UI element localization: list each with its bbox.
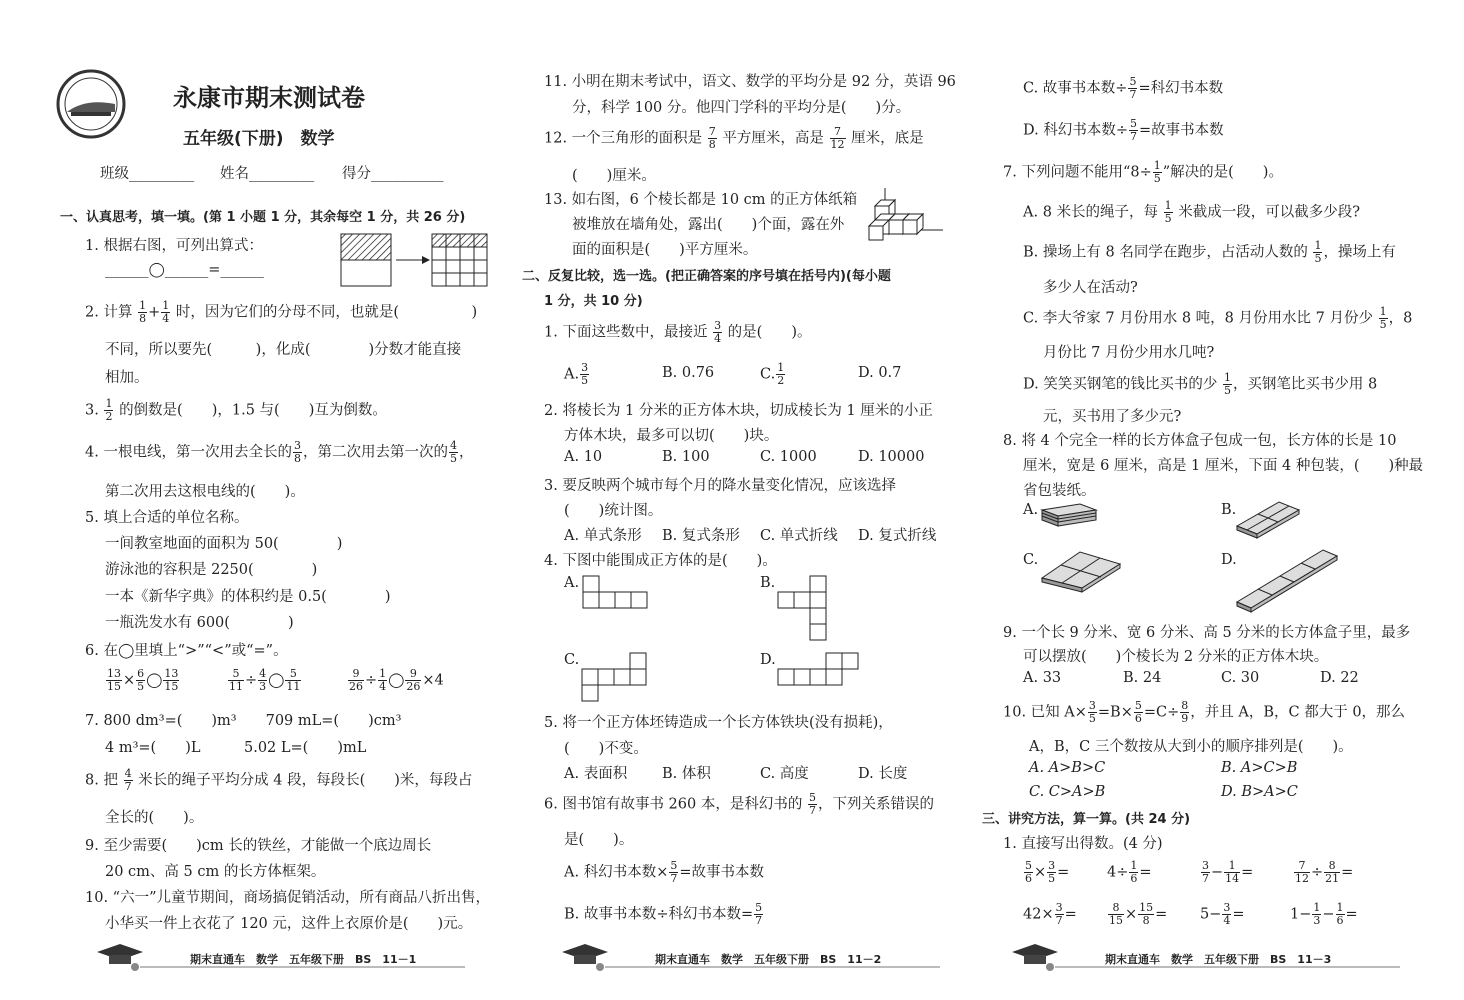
q11-line1: 11. 小明在期末考试中，语文、数学的平均分是 92 分，英语 96 [544,74,956,90]
q5-a: 一间教室地面的面积为 50( ) [105,536,343,552]
exam-subtitle: 五年级(下册) 数学 [183,129,335,149]
p7-option-b-line1[interactable]: B. 操场上有 8 名同学在跑步，占活动人数的 $\frac{1}{5}$ ，操场上有 [1023,239,1396,265]
p9-option-b[interactable]: B. 24 [1123,670,1162,686]
p8-line1: 8. 将 4 个完全一样的长方体盒子包成一包，长方体的长是 10 [1003,433,1397,449]
p2-line2: 方体木块，最多可以切( )块。 [564,428,779,444]
q4-line1: 4. 一根电线，第一次用去全长的 $\frac{3}{8}$ ，第二次用去第一次的 $\frac{4}{5}$ ， [85,439,474,465]
p6-option-d[interactable]: D. 科幻书本数÷ $\frac{5}{7}$ =故事书本数 [1023,117,1224,143]
p2-option-a[interactable]: A. 10 [564,449,603,465]
p4-label-b[interactable]: B. [760,575,776,591]
p9-option-d[interactable]: D. 22 [1320,670,1359,686]
calc-2[interactable]: 4÷ $\frac{1}{6}$ = [1107,859,1152,885]
p10-option-c[interactable]: C. C>A>B [1029,784,1106,800]
graduation-cap-icon [95,942,145,972]
p9-option-a[interactable]: A. 33 [1023,670,1062,686]
p4-label-c[interactable]: C. [564,652,580,668]
section-2-title-line2: 1 分，共 10 分) [544,294,643,309]
calc-1[interactable]: $\frac{5}{6}$ × $\frac{3}{5}$ = [1025,859,1070,885]
q13-line3: 面的面积是( )平方厘米。 [572,242,758,258]
calc-7[interactable]: 5− $\frac{3}{4}$ = [1200,901,1245,927]
footer-3-text: 期末直通车 数学 五年级下册 BS 11－3 [1105,953,1332,966]
exam-title: 永康市期末测试卷 [173,84,365,112]
q5-text: 5. 填上合适的单位名称。 [85,510,249,526]
p4-net-b [776,575,836,643]
p7-option-c-line1[interactable]: C. 李大爷家 7 月份用水 8 吨，8 月份用水比 7 月份少 $\frac{1}{5}$ ，8 [1023,305,1413,331]
q9-line2: 20 cm、高 5 cm 的长方体框架。 [105,864,326,880]
p10-option-a[interactable]: A. A>B>C [1029,760,1106,776]
q13-line2: 被堆放在墙角处，露出( )个面，露在外 [572,217,845,233]
p7-option-d-line2: 元，买书用了多少元? [1043,409,1182,425]
section-1-title: 一、认真思考，填一填。(第 1 小题 1 分，其余每空 1 分，共 26 分) [60,210,466,225]
exam-stamp-logo [55,68,127,140]
calc-3[interactable]: $\frac{3}{7}$ − $\frac{1}{14}$ = [1202,859,1254,885]
graduation-cap-icon [1010,942,1060,972]
q13-cubes-figure [865,186,945,250]
q5-b: 游泳池的容积是 2250( ) [105,562,318,578]
p8-package-b [1235,500,1305,540]
p3-option-a[interactable]: A. 单式条形 [564,528,642,544]
c1-question: 1. 直接写出得数。(4 分) [1003,836,1163,852]
calc-8[interactable]: 1− $\frac{1}{3}$ − $\frac{1}{6}$ = [1290,901,1358,927]
p6-line2: 是( )。 [564,832,634,848]
p6-line1: 6. 图书馆有故事书 260 本，是科幻书的 $\frac{5}{7}$ ，下列关系错误的 [544,791,934,817]
p8-label-b[interactable]: B. [1221,502,1237,518]
p8-package-a [1040,500,1100,530]
p4-net-a [582,575,662,611]
q6-text: 6. 在◯里填上“>”“<”或“=”。 [85,643,288,659]
p5-option-b[interactable]: B. 体积 [662,766,711,782]
q5-d: 一瓶洗发水有 600( ) [105,615,294,631]
score-field[interactable]: 得分__________ [342,166,444,182]
class-field[interactable]: 班级_________ [100,166,195,182]
q11-line2: 分，科学 100 分。他四门学科的平均分是( )分。 [572,100,911,116]
page-column-1 [55,0,495,1000]
p8-label-c[interactable]: C. [1023,552,1039,568]
p9-line2: 可以摆放( )个棱长为 2 分米的正方体木块。 [1023,649,1329,665]
p7-question: 7. 下列问题不能用“8÷ $\frac{1}{5}$ ”解决的是( )。 [1003,159,1283,185]
q13-line1: 13. 如右图，6 个棱长都是 10 cm 的正方体纸箱 [544,192,858,208]
q10-line2: 小华买一件上衣花了 120 元，这件上衣原价是( )元。 [105,916,473,932]
p1-option-b[interactable]: B. 0.76 [662,365,715,381]
p5-line2: ( )不变。 [564,741,648,757]
q8-line1: 8. 把 $\frac{4}{7}$ 米长的绳子平均分成 4 段，每段长( )米，每段占 [85,767,473,793]
p3-option-d[interactable]: D. 复式折线 [858,528,937,544]
q9-line1: 9. 至少需要( )cm 长的铁丝，才能做一个底边周长 [85,838,432,854]
q1-blanks[interactable]: ______◯______=______ [105,262,264,278]
p4-question: 4. 下图中能围成正方体的是( )。 [544,553,777,569]
p8-line2: 厘米，宽是 6 厘米，高是 1 厘米，下面 4 种包装，( )种最 [1023,458,1424,474]
p3-option-c[interactable]: C. 单式折线 [760,528,838,544]
p8-package-d [1235,548,1345,614]
p3-option-b[interactable]: B. 复式条形 [662,528,740,544]
footer-1 [95,948,465,972]
p4-label-a[interactable]: A. [564,575,580,591]
p2-option-b[interactable]: B. 100 [662,449,710,465]
footer-2-text: 期末直通车 数学 五年级下册 BS 11－2 [655,953,882,966]
p8-label-a[interactable]: A. [1023,502,1039,518]
p6-option-a[interactable]: A. 科幻书本数× $\frac{5}{7}$ =故事书本数 [564,859,764,885]
p1-option-a[interactable]: A. $\frac{3}{5}$ [564,361,589,387]
q7-line1: 7. 800 dm³=( )m³ 709 mL=( )cm³ [85,713,402,729]
q1-fraction-diagram [340,232,500,288]
q2-line2: 不同，所以要先( )，化成( )分数才能直接 [105,342,462,358]
p7-option-b-line2: 多少人在活动? [1043,280,1138,296]
section-3-title: 三、讲究方法，算一算。(共 24 分) [982,812,1191,827]
p4-net-d [776,652,866,688]
p8-line3: 省包装纸。 [1023,483,1096,499]
footer-1-text: 期末直通车 数学 五年级下册 BS 11－1 [190,953,417,966]
q3-text: 3. $\frac{1}{2}$ 的倒数是( )，1.5 与( )互为倒数。 [85,397,387,423]
p10-line1: 10. 已知 A× $\frac{3}{5}$ =B× $\frac{5}{6}$ =C÷ $\frac{8}{9}$ ，并且 A，B，C 都大于 0，那么 [1003,699,1406,725]
page-column-3 [982,0,1425,1000]
p2-option-c[interactable]: C. 1000 [760,449,817,465]
p7-option-c-line2: 月份比 7 月份少用水几吨? [1043,345,1215,361]
p3-line2: ( )统计图。 [564,503,663,519]
p9-option-c[interactable]: C. 30 [1221,670,1260,686]
p5-line1: 5. 将一个正方体坯铸造成一个长方体铁块(没有损耗)， [544,715,893,731]
p1-option-c[interactable]: C. $\frac{1}{2}$ [760,361,785,387]
q7-line2: 4 m³=( )L 5.02 L=( )mL [105,740,367,756]
p2-option-d[interactable]: D. 10000 [858,449,925,465]
q1-text: 1. 根据右图，可列出算式： [85,238,263,254]
p7-option-a[interactable]: A. 8 米长的绳子，每 $\frac{1}{5}$ 米截成一段，可以截多少段? [1023,199,1361,225]
q6-compare-3: $\frac{9}{26}$ ÷ $\frac{1}{4}$ ◯ $\frac{9}{26}$ ×4 [349,667,444,693]
p6-option-b[interactable]: B. 故事书本数÷科幻书本数= $\frac{5}{7}$ [564,901,763,927]
p9-line1: 9. 一个长 9 分米、宽 6 分米、高 5 分米的长方体盒子里，最多 [1003,625,1411,641]
section-2-title-line1: 二、反复比较，选一选。(把正确答案的序号填在括号内)(每小题 [522,269,891,284]
page-column-2 [522,0,956,1000]
p1-option-d[interactable]: D. 0.7 [858,365,902,381]
calc-4[interactable]: $\frac{7}{12}$ ÷ $\frac{8}{21}$ = [1295,859,1354,885]
p7-option-d-line1[interactable]: D. 笑笑买钢笔的钱比买书的少 $\frac{1}{5}$ ，买钢笔比买书少用 8 [1023,371,1378,397]
q12-line1: 12. 一个三角形的面积是 $\frac{7}{8}$ 平方厘米，高是 $\frac{7}{12}$ 厘米，底是 [544,125,924,151]
q2-line1: 2. 计算 $\frac{1}{8}$ + $\frac{1}{4}$ 时，因为它们的分母不同，也就是( ) [85,299,478,325]
p10-option-b[interactable]: B. A>C>B [1221,760,1298,776]
p8-label-d[interactable]: D. [1221,552,1237,568]
p5-option-d[interactable]: D. 长度 [858,766,908,782]
p8-package-c [1040,548,1130,594]
q6-compare-1: $\frac{13}{15}$ × $\frac{6}{5}$ ◯ $\frac{13}{15}$ [107,667,179,693]
p10-option-d[interactable]: D. B>A>C [1221,784,1298,800]
q10-line1: 10. “六一”儿童节期间，商场搞促销活动，所有商品八折出售， [85,890,490,906]
p5-option-a[interactable]: A. 表面积 [564,766,628,782]
p5-option-c[interactable]: C. 高度 [760,766,809,782]
q8-line2: 全长的( )。 [105,810,204,826]
p4-label-d[interactable]: D. [760,652,776,668]
q4-line2: 第二次用去这根电线的( )。 [105,484,305,500]
q5-c: 一本《新华字典》的体积约是 0.5( ) [105,589,391,605]
p1-question: 1. 下面这些数中，最接近 $\frac{3}{4}$ 的是( )。 [544,319,812,345]
calc-6[interactable]: $\frac{8}{15}$ × $\frac{15}{8}$ = [1109,901,1168,927]
p10-line2: A，B，C 三个数按从大到小的顺序排列是( )。 [1029,739,1353,755]
name-field[interactable]: 姓名_________ [220,166,315,182]
footer-3 [1010,948,1400,972]
footer-2 [560,948,940,972]
p4-net-c [580,652,650,704]
calc-5[interactable]: 42× $\frac{3}{7}$ = [1023,901,1077,927]
q2-line3: 相加。 [105,370,149,386]
p3-line1: 3. 要反映两个城市每个月的降水量变化情况，应该选择 [544,478,896,494]
q6-compare-2: $\frac{5}{11}$ ÷ $\frac{4}{3}$ ◯ $\frac{5}{11}$ [229,667,301,693]
q12-line2: ( )厘米。 [572,168,656,184]
p2-line1: 2. 将棱长为 1 分米的正方体木块，切成棱长为 1 厘米的小正 [544,403,933,419]
graduation-cap-icon [560,942,610,972]
p6-option-c[interactable]: C. 故事书本数÷ $\frac{5}{7}$ =科幻书本数 [1023,75,1224,101]
